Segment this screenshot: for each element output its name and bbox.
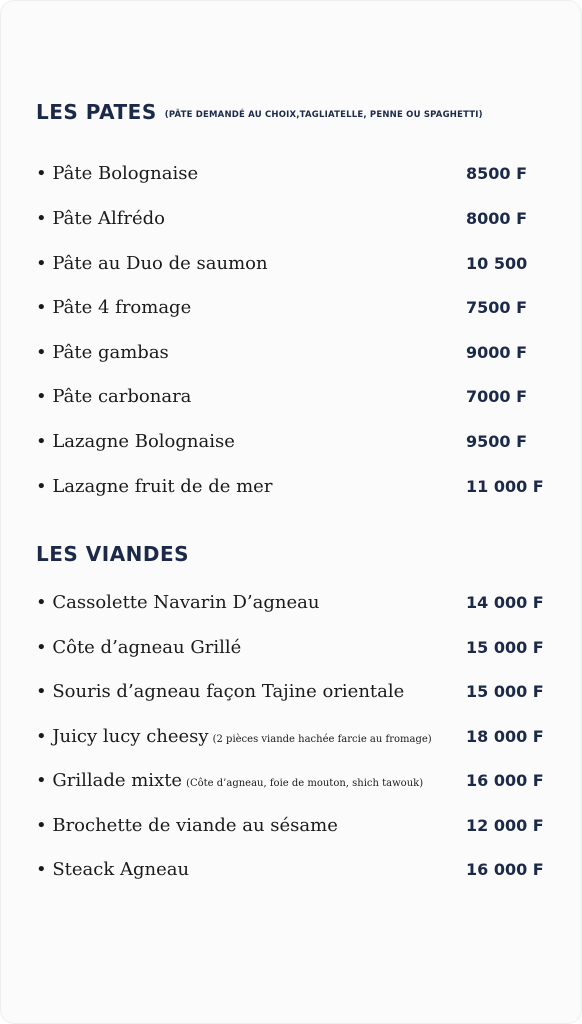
menu-item <box>36 253 556 283</box>
menu-item <box>36 859 556 889</box>
menu-item-name: • Pâte Alfrédo <box>36 208 166 229</box>
menu-item-name: • Pâte carbonara <box>36 386 192 407</box>
menu-item-name <box>36 681 408 702</box>
menu-item <box>36 208 556 238</box>
menu-item-price: 8500 F <box>466 164 528 183</box>
menu-item-note: (2 pièces viande hachée farcie au fromage) <box>212 734 432 745</box>
menu-item-name-text: • Juicy lucy cheesy <box>36 726 209 747</box>
menu-item-price: 15 000 F <box>466 682 544 701</box>
menu-item <box>36 726 556 756</box>
menu-item-name <box>36 859 193 880</box>
menu-item-name <box>36 815 342 836</box>
menu-item <box>36 592 556 622</box>
section-title-viandes <box>36 542 189 566</box>
menu-item-price: 10 500 <box>466 254 528 273</box>
menu-item <box>36 342 556 372</box>
menu-item <box>36 431 556 461</box>
menu-item-name-text: • Grillade mixte <box>36 770 183 791</box>
menu-item-price: 18 000 F <box>466 727 544 746</box>
menu-item-name-text: • Côte d’agneau Grillé <box>36 637 242 658</box>
menu-item <box>36 770 556 800</box>
menu-item <box>36 681 556 711</box>
menu-item <box>36 163 556 193</box>
menu-item-name <box>36 592 323 613</box>
menu-item <box>36 386 556 416</box>
menu-item <box>36 815 556 845</box>
menu-item-name-text: • Brochette de viande au sésame <box>36 815 338 836</box>
section-title-viandes-text: LES VIANDES <box>36 542 190 566</box>
menu-item-price: 16 000 F <box>466 860 544 879</box>
menu-item <box>36 637 556 667</box>
menu-item-price: 12 000 F <box>466 816 544 835</box>
menu-item-name <box>36 637 245 658</box>
menu-item-name-text: • Souris d’agneau façon Tajine orientale <box>36 681 405 702</box>
menu-item-name: • Pâte Bolognaise <box>36 163 199 184</box>
section-title-pates-text: LES PATES <box>36 100 157 124</box>
menu-item-name <box>36 726 432 747</box>
menu-item <box>36 476 556 506</box>
menu-item-price: 11 000 F <box>466 477 544 496</box>
menu-item-note: (Côte d’agneau, foie de mouton, shich tawouk) <box>186 778 424 789</box>
menu-item-price: 9000 F <box>466 343 528 362</box>
menu-item-price: 14 000 F <box>466 593 544 612</box>
menu-item-price: 7000 F <box>466 387 528 406</box>
menu-item-name <box>36 770 423 791</box>
menu-item-name-text: • Cassolette Navarin D’agneau <box>36 592 320 613</box>
menu-item-price: 7500 F <box>466 298 528 317</box>
menu-item-name: • Lazagne fruit de de mer <box>36 476 273 497</box>
section-subtitle-pates: (PÂTE DEMANDÉ AU CHOIX,TAGLIATELLE, PENNE OU SPAGHETTI) <box>164 110 483 120</box>
menu-item-name: • Pâte au Duo de saumon <box>36 253 268 274</box>
section-title-pates <box>36 100 483 124</box>
menu-item-name: • Pâte gambas <box>36 342 169 363</box>
menu-item-name: • Lazagne Bolognaise <box>36 431 235 452</box>
menu-item-name-text: • Steack Agneau <box>36 859 190 880</box>
menu-item-name: • Pâte 4 fromage <box>36 297 192 318</box>
menu-item-price: 15 000 F <box>466 638 544 657</box>
menu-item <box>36 297 556 327</box>
menu-item-price: 9500 F <box>466 432 528 451</box>
menu-item-price: 16 000 F <box>466 771 544 790</box>
menu-item-price: 8000 F <box>466 209 528 228</box>
